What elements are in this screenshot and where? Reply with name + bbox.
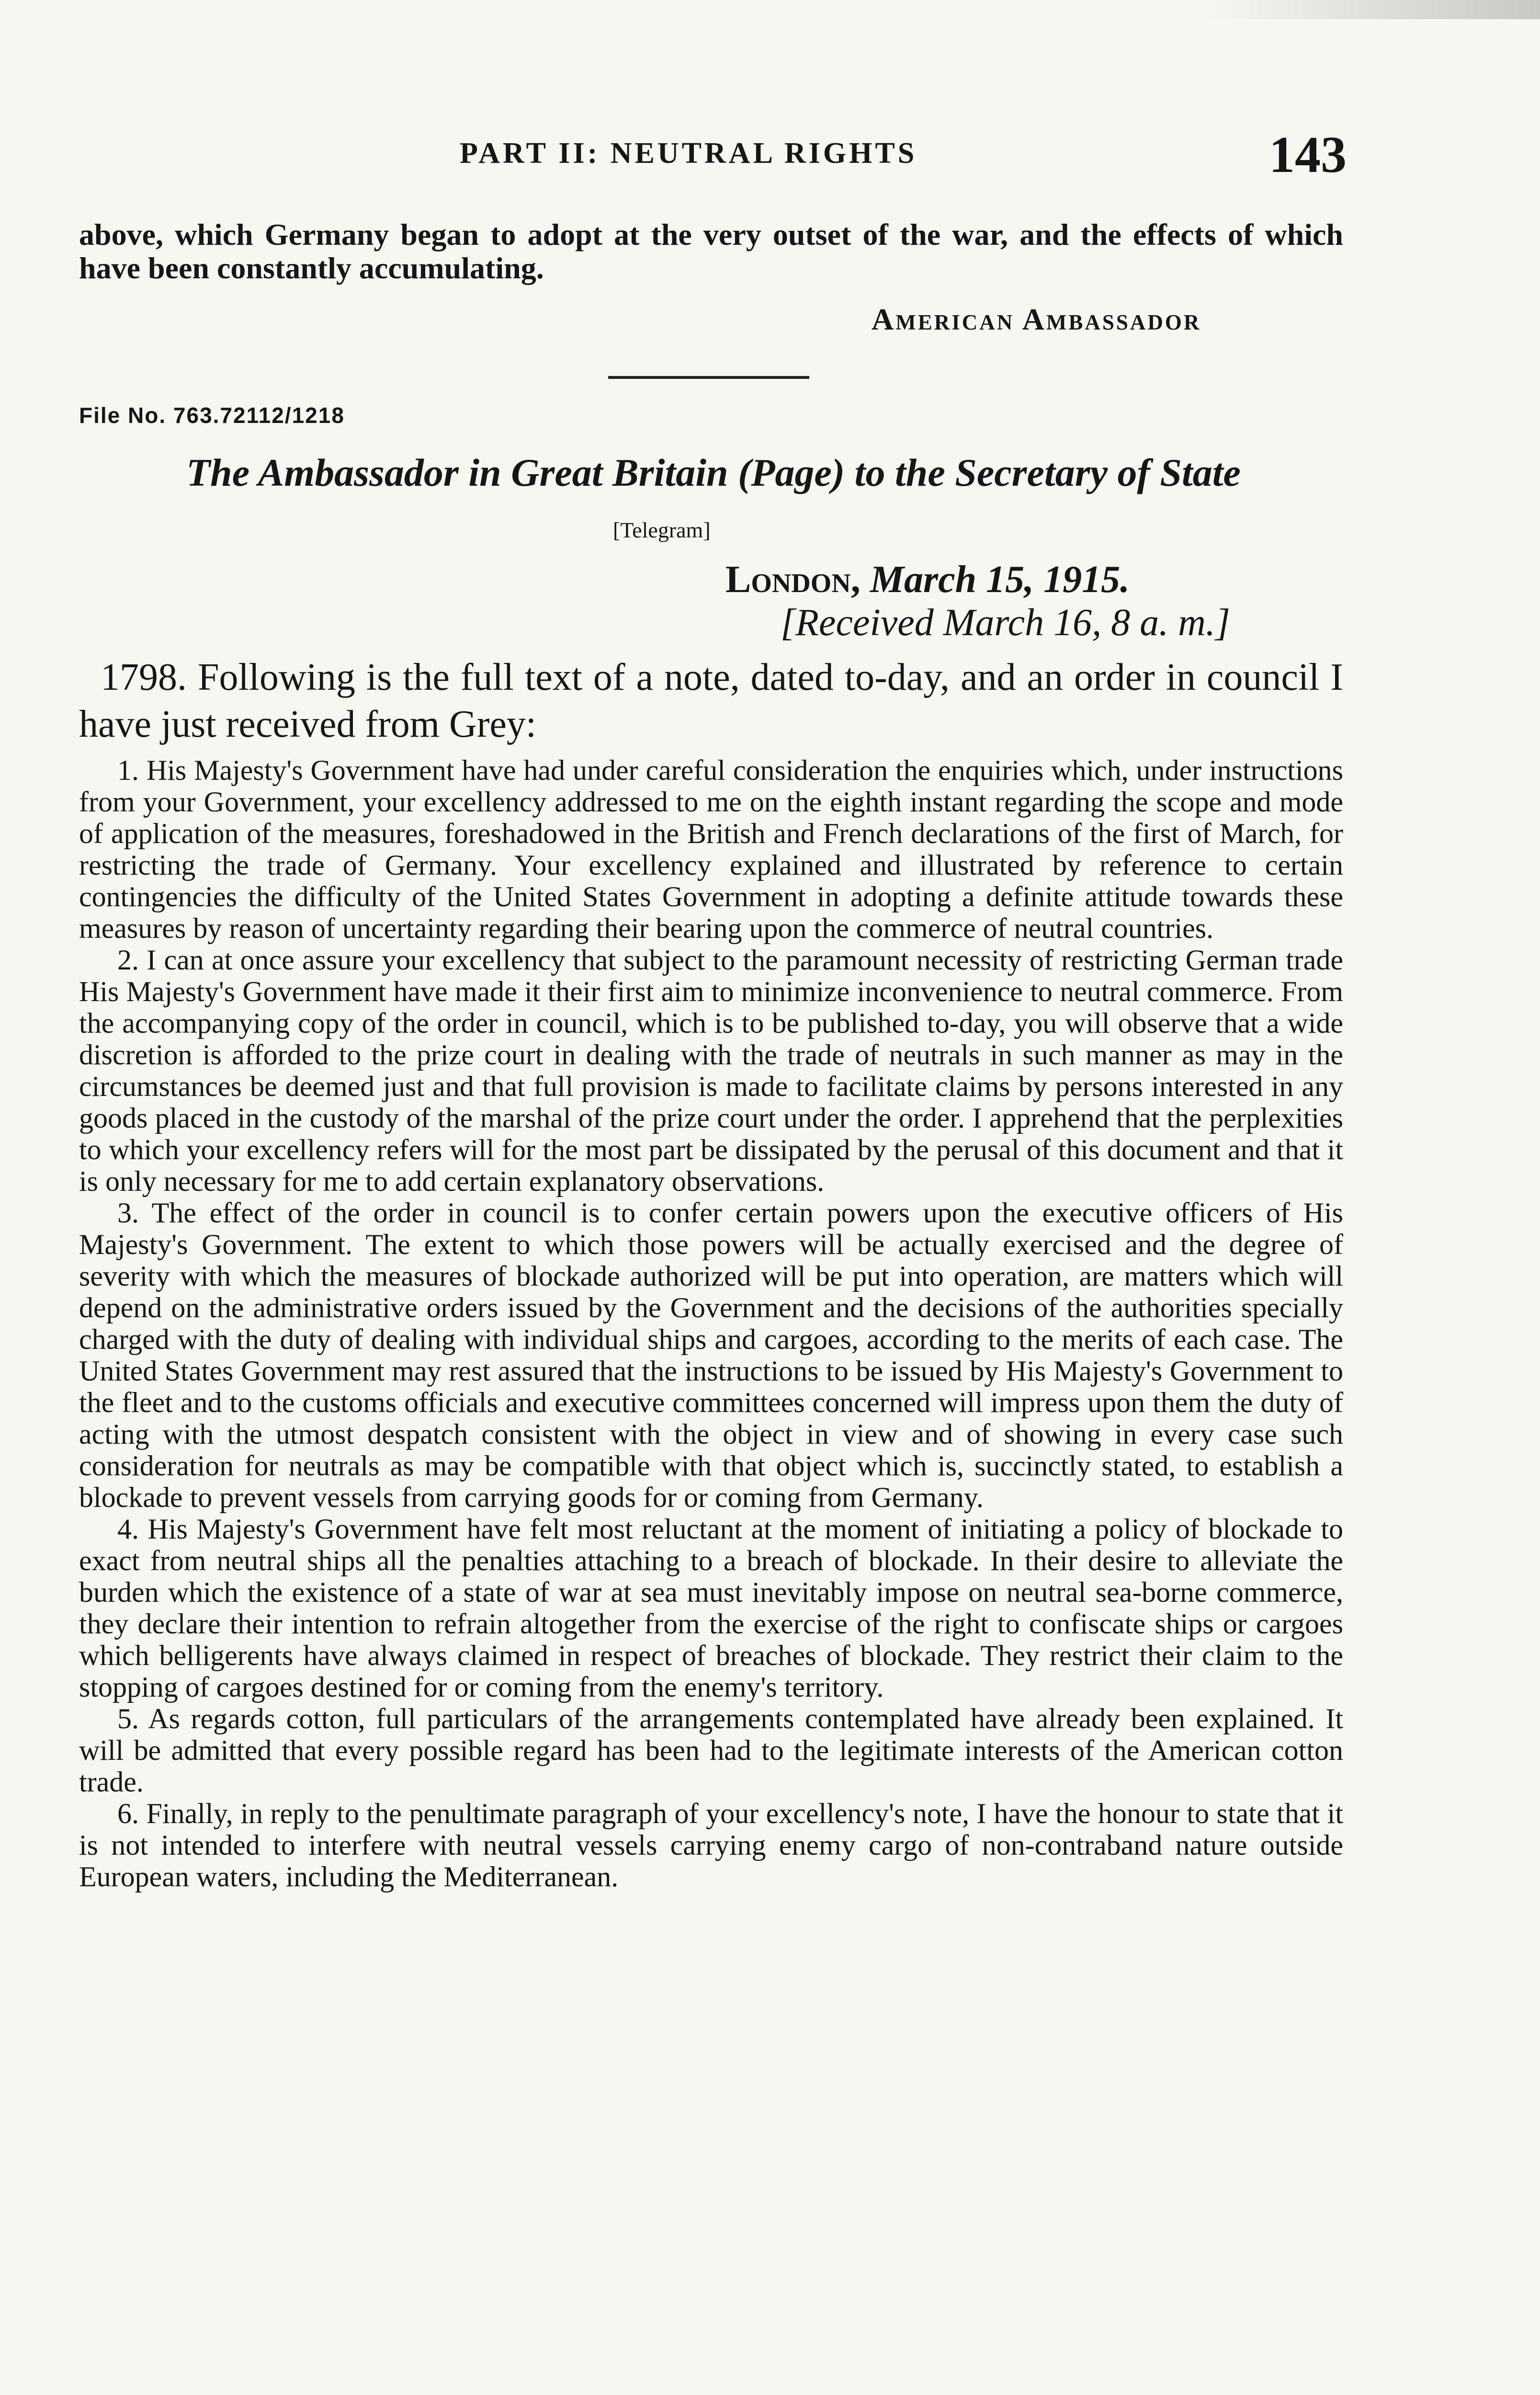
dateline-date: March 15, 1915. <box>870 559 1130 601</box>
section-divider <box>608 376 809 379</box>
running-head: PART II: NEUTRAL RIGHTS <box>460 137 917 170</box>
page-number: 143 <box>1269 126 1347 183</box>
dateline <box>725 558 1130 601</box>
dateline-place: London, <box>725 559 861 601</box>
received-note: [Received March 16, 8 a. m.] <box>781 602 1230 644</box>
paragraph-1: 1. His Majesty's Government have had under careful consideration the enquiries which, under instructions from your Government, your excellency addressed to me on the eighth instant regarding the scope and mode of application of the measures, foreshadowed in the British and French declarations of the first of March, for restricting the trade of Germany. Your excellency explained and illustrated by reference to certain contingencies the difficulty of the United States Government in adopting a definite attitude towards these measures by reason of uncertainty regarding their bearing upon the commerce of neutral countries. <box>79 754 1343 944</box>
continuation-paragraph: above, which Germany began to adopt at the very outset of the war, and the effects of which have been constantly accumulating. <box>79 217 1343 285</box>
file-number: File No. 763.72112/1218 <box>79 403 345 428</box>
document-title: The Ambassador in Great Britain (Page) to the Secretary of State <box>186 451 1241 494</box>
paragraph-6: 6. Finally, in reply to the penultimate paragraph of your excellency's note, I have the honour to state that it is not intended to interfere with neutral vessels carrying enemy cargo of non-contraband nature outside European waters, including the Mediterranean. <box>79 1798 1343 1893</box>
telegram-label: [Telegram] <box>613 518 711 542</box>
signature: American Ambassador <box>872 302 1201 336</box>
telegram-intro: 1798. Following is the full text of a note, dated to-day, and an order in council I have just received from Grey: <box>79 656 1343 745</box>
scan-edge-shadow <box>1205 0 1540 19</box>
note-body <box>79 754 1343 1893</box>
paragraph-3: 3. The effect of the order in council is to confer certain powers upon the executive officers of His Majesty's Government. The extent to which those powers will be actually exercised and the degree of severity with which the measures of blockade authorized will be put into operation, are matters which will depend on the administrative orders issued by the Government and the decisions of the authorities specially charged with the duty of dealing with individual ships and cargoes, according to the merits of each case. The United States Government may rest assured that the instructions to be issued by His Majesty's Government to the fleet and to the customs officials and executive committees concerned will impress upon them the duty of acting with the utmost despatch consistent with the object in view and of showing in every case such consideration for neutrals as may be compatible with that object which is, succinctly stated, to establish a blockade to prevent vessels from carrying goods for or coming from Germany. <box>79 1197 1343 1513</box>
paragraph-5: 5. As regards cotton, full particulars of the arrangements contemplated have already been explained. It will be admitted that every possible regard has been had to the legitimate interests of the American cotton trade. <box>79 1703 1343 1798</box>
paragraph-2: 2. I can at once assure your excellency that subject to the paramount necessity of restricting German trade His Majesty's Government have made it their first aim to minimize inconvenience to neutral commerce. From the accompanying copy of the order in council, which is to be published to-day, you will observe that a wide discretion is afforded to the prize court in dealing with the trade of neutrals in such manner as may in the circumstances be deemed just and that full provision is made to facilitate claims by persons interested in any goods placed in the custody of the marshal of the prize court under the order. I apprehend that the perplexities to which your excellency refers will for the most part be dissipated by the perusal of this document and that it is only necessary for me to add certain explanatory observations. <box>79 944 1343 1197</box>
paragraph-4: 4. His Majesty's Government have felt most reluctant at the moment of initiating a policy of blockade to exact from neutral ships all the penalties attaching to a breach of blockade. In their desire to alleviate the burden which the existence of a state of war at sea must inevitably impose on neutral sea-borne commerce, they declare their intention to refrain altogether from the exercise of the right to confiscate ships or cargoes which belligerents have always claimed in respect of breaches of blockade. They restrict their claim to the stopping of cargoes destined for or coming from the enemy's territory. <box>79 1513 1343 1703</box>
